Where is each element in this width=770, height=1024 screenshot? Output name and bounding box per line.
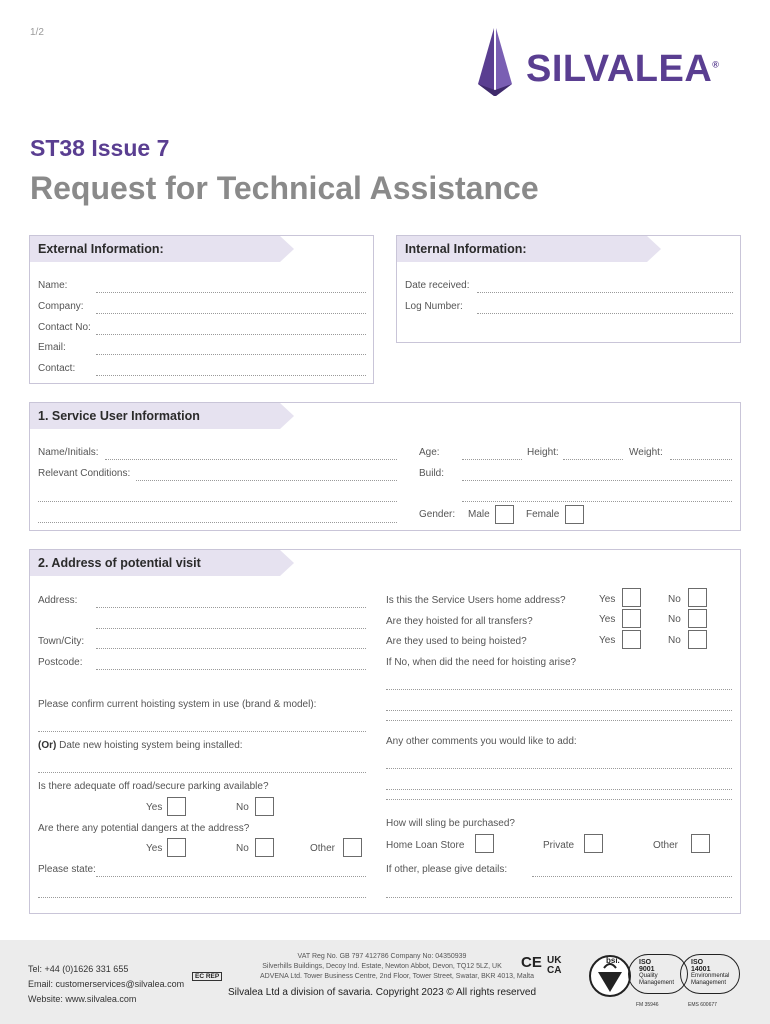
dangers-other-checkbox[interactable]	[343, 838, 362, 857]
sling-other-label: Other	[653, 840, 679, 851]
male-label: Male	[468, 509, 490, 520]
used-hoisted-yes-checkbox[interactable]	[622, 630, 641, 649]
male-checkbox[interactable]	[495, 505, 514, 524]
hoisting-arise-question: If No, when did the need for hoisting arise?	[386, 657, 577, 668]
dangers-question: Are there any potential dangers at the address?	[38, 823, 250, 834]
contact-field[interactable]	[96, 375, 366, 376]
internal-info-heading: Internal Information:	[397, 236, 647, 262]
iso-14001-badge: ISO 14001 Environmental Management	[680, 954, 740, 994]
age-field[interactable]	[462, 459, 522, 460]
date-received-label: Date received:	[405, 280, 470, 291]
private-label: Private	[543, 840, 575, 851]
bsi-label: bsi.	[606, 956, 620, 965]
private-checkbox[interactable]	[584, 834, 603, 853]
address-heading: 2. Address of potential visit	[30, 550, 280, 576]
hoisting-arise-field-3[interactable]	[386, 720, 732, 721]
ce-mark-icon: CE	[521, 954, 542, 971]
issue-number: ST38 Issue 7	[30, 135, 170, 161]
if-other-field-2[interactable]	[386, 897, 732, 898]
name-field[interactable]	[96, 292, 366, 293]
address-label: Address:	[38, 595, 78, 606]
please-state-field[interactable]	[96, 876, 366, 877]
address-field[interactable]	[96, 607, 366, 608]
if-other-field[interactable]	[532, 876, 732, 877]
if-other-label: If other, please give details:	[386, 864, 508, 875]
name-initials-field[interactable]	[105, 459, 397, 460]
service-user-section	[29, 402, 741, 531]
footer-email[interactable]: Email: customerservices@silvalea.com	[28, 979, 185, 989]
address-field-2[interactable]	[96, 628, 366, 629]
relevant-conditions-label: Relevant Conditions:	[38, 468, 131, 479]
weight-label: Weight:	[629, 447, 663, 458]
town-field[interactable]	[96, 648, 366, 649]
log-number-field[interactable]	[477, 313, 733, 314]
hoisted-all-question: Are they hoisted for all transfers?	[386, 616, 533, 627]
please-state-label: Please state:	[38, 864, 96, 875]
confirm-system-field[interactable]	[38, 731, 366, 732]
hoisted-all-yes-label: Yes	[599, 614, 616, 625]
home-loan-checkbox[interactable]	[475, 834, 494, 853]
other-comments-field-3[interactable]	[386, 799, 732, 800]
name-initials-label: Name/Initials:	[38, 447, 99, 458]
build-field-2[interactable]	[462, 501, 732, 502]
home-yes-label: Yes	[599, 594, 616, 605]
female-label: Female	[526, 509, 560, 520]
address-section	[29, 549, 741, 914]
build-label: Build:	[419, 468, 445, 479]
contact-no-field[interactable]	[96, 334, 366, 335]
hoisted-all-yes-checkbox[interactable]	[622, 609, 641, 628]
hoisted-all-no-label: No	[668, 614, 681, 625]
contact-label: Contact:	[38, 363, 76, 374]
brand-name: SILVALEA®	[526, 48, 720, 90]
date-new-system-label: (Or) Date new hoisting system being installed:	[38, 740, 243, 751]
fm-number: FM 35946	[636, 1002, 659, 1008]
internal-info-box	[396, 235, 741, 343]
home-no-label: No	[668, 594, 681, 605]
footer-website[interactable]: Website: www.silvalea.com	[28, 994, 137, 1004]
dangers-no-checkbox[interactable]	[255, 838, 274, 857]
parking-no-label: No	[236, 802, 249, 813]
hoisted-all-no-checkbox[interactable]	[688, 609, 707, 628]
used-hoisted-no-checkbox[interactable]	[688, 630, 707, 649]
log-number-label: Log Number:	[405, 301, 463, 312]
parking-question: Is there adequate off road/secure parking available?	[38, 781, 269, 792]
name-label: Name:	[38, 280, 68, 291]
postcode-field[interactable]	[96, 669, 366, 670]
hoisting-arise-field[interactable]	[386, 689, 732, 690]
company-field[interactable]	[96, 313, 366, 314]
footer-company-info	[192, 952, 572, 982]
hoisting-arise-field-2[interactable]	[386, 710, 732, 711]
dangers-other-label: Other	[310, 843, 336, 854]
home-loan-label: Home Loan Store	[386, 840, 465, 851]
company-label: Company:	[38, 301, 84, 312]
other-comments-field[interactable]	[386, 768, 732, 769]
relevant-conditions-field[interactable]	[136, 480, 397, 481]
parking-yes-checkbox[interactable]	[167, 797, 186, 816]
service-user-heading: 1. Service User Information	[30, 403, 280, 429]
external-info-heading: External Information:	[30, 236, 280, 262]
please-state-field-2[interactable]	[38, 897, 366, 898]
gender-label: Gender:	[419, 509, 456, 520]
parking-no-checkbox[interactable]	[255, 797, 274, 816]
sling-other-checkbox[interactable]	[691, 834, 710, 853]
footer	[0, 940, 770, 1024]
email-label: Email:	[38, 342, 66, 353]
build-field[interactable]	[462, 480, 732, 481]
date-received-field[interactable]	[477, 292, 733, 293]
parking-yes-label: Yes	[146, 802, 163, 813]
age-label: Age:	[419, 447, 440, 458]
town-label: Town/City:	[38, 636, 85, 647]
contact-no-label: Contact No:	[38, 322, 91, 333]
relevant-conditions-field-3[interactable]	[38, 522, 397, 523]
height-label: Height:	[527, 447, 559, 458]
home-address-question: Is this the Service Users home address?	[386, 595, 566, 606]
iso-9001-badge: ISO 9001 Quality Management	[628, 954, 688, 994]
used-hoisted-yes-label: Yes	[599, 635, 616, 646]
other-comments-field-2[interactable]	[386, 789, 732, 790]
brand-logo	[472, 26, 744, 100]
confirm-system-label: Please confirm current hoisting system in use (brand & model):	[38, 699, 317, 710]
logo-mark-icon	[472, 26, 522, 100]
date-new-system-field[interactable]	[38, 772, 366, 773]
footer-vat: VAT Reg No. GB 797 412786 Company No: 04350939	[297, 953, 467, 960]
page-number: 1/2	[30, 27, 44, 38]
relevant-conditions-field-2[interactable]	[38, 501, 397, 502]
height-field[interactable]	[563, 459, 623, 460]
footer-contact	[28, 962, 184, 1007]
footer-advena: ADVENA Ltd. Tower Business Centre, 2nd Floor, Tower Street, Swatar, BKR 4013, Malta	[259, 973, 535, 980]
dangers-yes-label: Yes	[146, 843, 163, 854]
used-hoisted-no-label: No	[668, 635, 681, 646]
dangers-yes-checkbox[interactable]	[167, 838, 186, 857]
ukca-mark-icon: UK CA	[547, 955, 562, 976]
home-no-checkbox[interactable]	[688, 588, 707, 607]
footer-address: Silverhills Buildings, Decoy Ind. Estate, Newton Abbot, Devon, TQ12 5LZ, UK	[262, 963, 502, 970]
dangers-no-label: No	[236, 843, 249, 854]
external-info-box	[29, 235, 374, 384]
sling-question: How will sling be purchased?	[386, 818, 515, 829]
page-title: Request for Technical Assistance	[30, 170, 539, 206]
female-checkbox[interactable]	[565, 505, 584, 524]
ec-rep-badge: EC REP	[192, 972, 222, 981]
email-field[interactable]	[96, 354, 366, 355]
other-comments-label: Any other comments you would like to add:	[386, 736, 577, 747]
ems-number: EMS 600677	[688, 1002, 717, 1008]
used-hoisted-question: Are they used to being hoisted?	[386, 636, 527, 647]
footer-copyright: Silvalea Ltd a division of savaria. Copyright 2023 © All rights reserved	[227, 987, 537, 998]
footer-tel: Tel: +44 (0)1626 331 655	[28, 964, 129, 974]
weight-field[interactable]	[670, 459, 732, 460]
postcode-label: Postcode:	[38, 657, 83, 668]
home-yes-checkbox[interactable]	[622, 588, 641, 607]
